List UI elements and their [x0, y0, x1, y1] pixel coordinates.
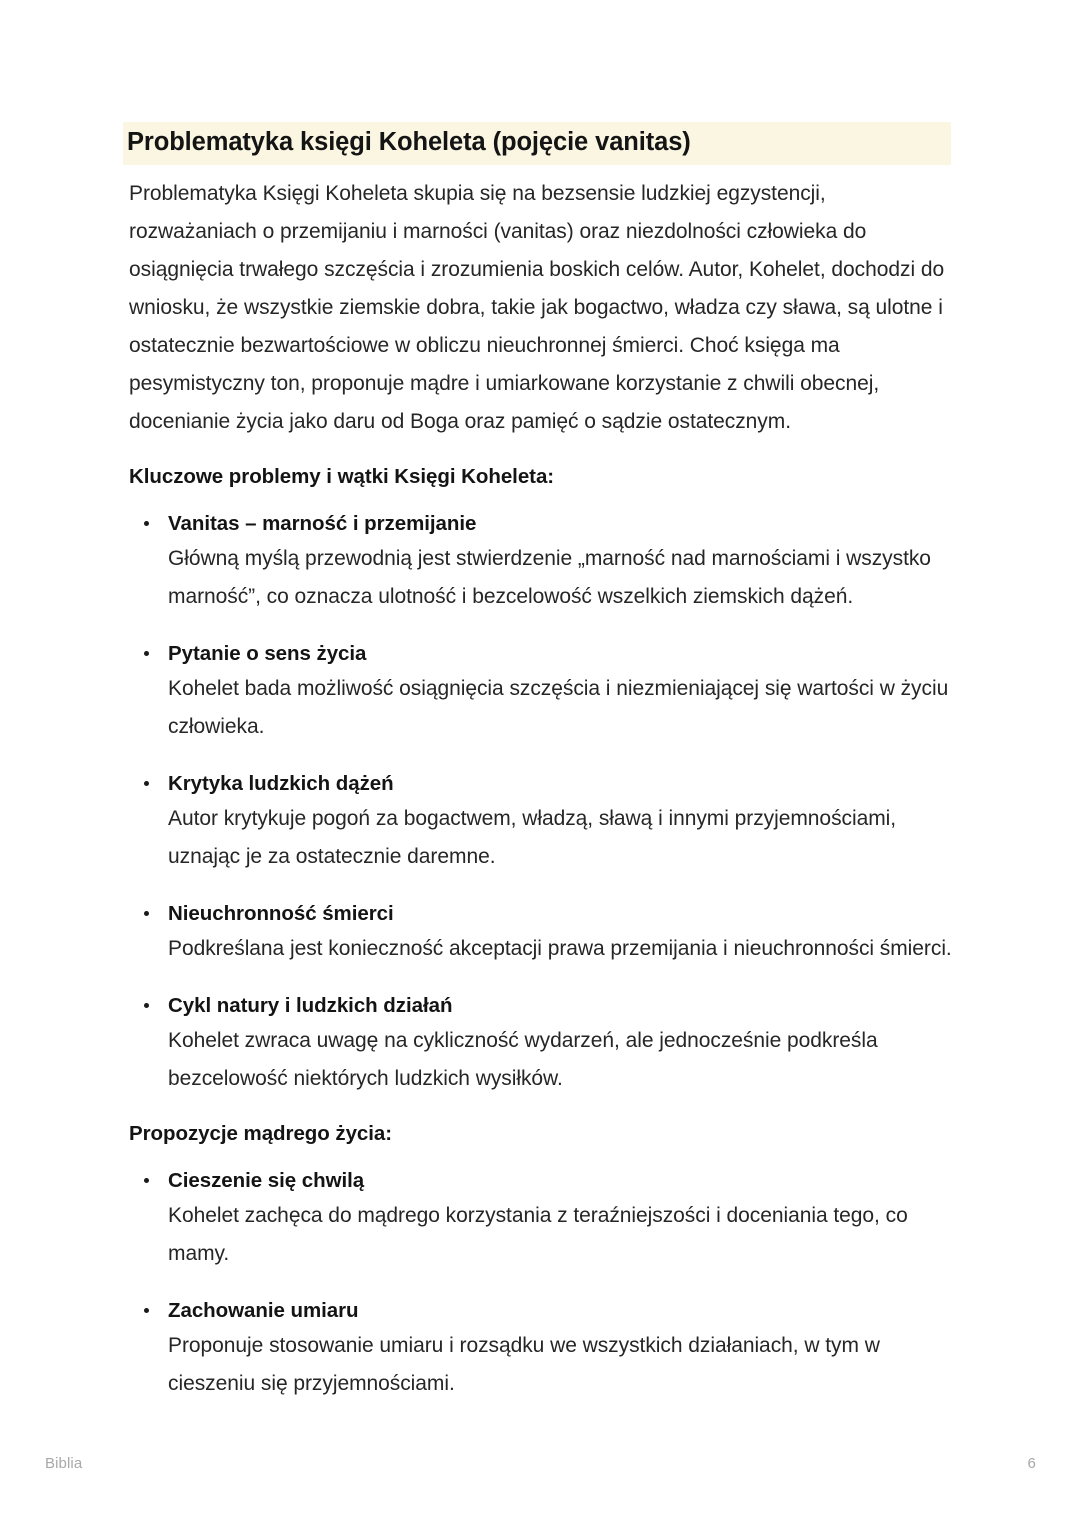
bullet-dot-icon	[144, 521, 149, 526]
section-heading-wise-life: Propozycje mądrego życia:	[129, 1121, 393, 1145]
bullet-dot-icon	[144, 781, 149, 786]
list-item-title: Pytanie o sens życia	[168, 641, 367, 665]
list-item	[129, 990, 959, 1098]
list-item-title: Cykl natury i ludzkich działań	[168, 993, 453, 1017]
list-item	[129, 1165, 959, 1273]
page-footer	[0, 1420, 1080, 1525]
bullet-dot-icon	[144, 1308, 149, 1313]
bullet-list-wise-life	[129, 1165, 959, 1403]
document-content	[129, 122, 959, 1403]
list-item-description: Proponuje stosowanie umiaru i rozsądku we wszystkich działaniach, w tym w cieszeniu się przyjemnościami.	[168, 1333, 880, 1395]
footer-document-label: Biblia	[45, 1455, 83, 1472]
page-title-text: Problematyka księgi Koheleta (pojęcie vanitas)	[123, 122, 951, 165]
list-item-description: Główną myślą przewodnią jest stwierdzenie „marność nad marnościami i wszystko marność”, co oznacza ulotność i bezcelowość wszelkich ziemskich dążeń.	[168, 546, 931, 608]
list-item	[129, 1295, 959, 1403]
list-item-description: Kohelet zachęca do mądrego korzystania z teraźniejszości i doceniania tego, co mamy.	[168, 1203, 908, 1265]
list-item-description: Podkreślana jest konieczność akceptacji prawa przemijania i nieuchronności śmierci.	[168, 936, 952, 960]
list-item	[129, 898, 959, 968]
bullet-dot-icon	[144, 1178, 149, 1183]
list-item	[129, 508, 959, 616]
list-item-title: Krytyka ludzkich dążeń	[168, 771, 394, 795]
list-item-title: Vanitas – marność i przemijanie	[168, 511, 477, 535]
list-item-description: Autor krytykuje pogoń za bogactwem, władzą, sławą i innymi przyjemnościami, uznając je za ostatecznie daremne.	[168, 806, 897, 868]
list-item-description: Kohelet zwraca uwagę na cykliczność wydarzeń, ale jednocześnie podkreśla bezcelowość niektórych ludzkich wysiłków.	[168, 1028, 878, 1090]
footer-page-number: 6	[1027, 1455, 1036, 1472]
intro-paragraph: Problematyka Księgi Koheleta skupia się na bezsensie ludzkiej egzystencji, rozważaniach o przemijaniu i marności (vanitas) oraz niezdolności człowieka do osiągnięcia trwałego szczęścia i zrozumienia boskich celów. Autor, Kohelet, dochodzi do wniosku, że wszystkie ziemskie dobra, takie jak bogactwo, władza czy sława, są ulotne i ostatecznie bezwartościowe w obliczu nieuchronnej śmierci. Choć księga ma pesymistyczny ton, proponuje mądre i umiarkowane korzystanie z chwili obecnej, docenianie życia jako daru od Boga oraz pamięć o sądzie ostatecznym.	[129, 181, 945, 433]
page-title	[129, 122, 959, 165]
list-item	[129, 768, 959, 876]
bullet-dot-icon	[144, 1003, 149, 1008]
list-item-title: Zachowanie umiaru	[168, 1298, 359, 1322]
bullet-dot-icon	[144, 911, 149, 916]
list-item-description: Kohelet bada możliwość osiągnięcia szczęścia i niezmieniającej się wartości w życiu człowieka.	[168, 676, 949, 738]
bullet-list-key-problems	[129, 508, 959, 1098]
bullet-dot-icon	[144, 651, 149, 656]
list-item	[129, 638, 959, 746]
list-item-title: Nieuchronność śmierci	[168, 901, 394, 925]
list-item-title: Cieszenie się chwilą	[168, 1168, 365, 1192]
section-heading-key-problems: Kluczowe problemy i wątki Księgi Koheleta:	[129, 464, 555, 488]
